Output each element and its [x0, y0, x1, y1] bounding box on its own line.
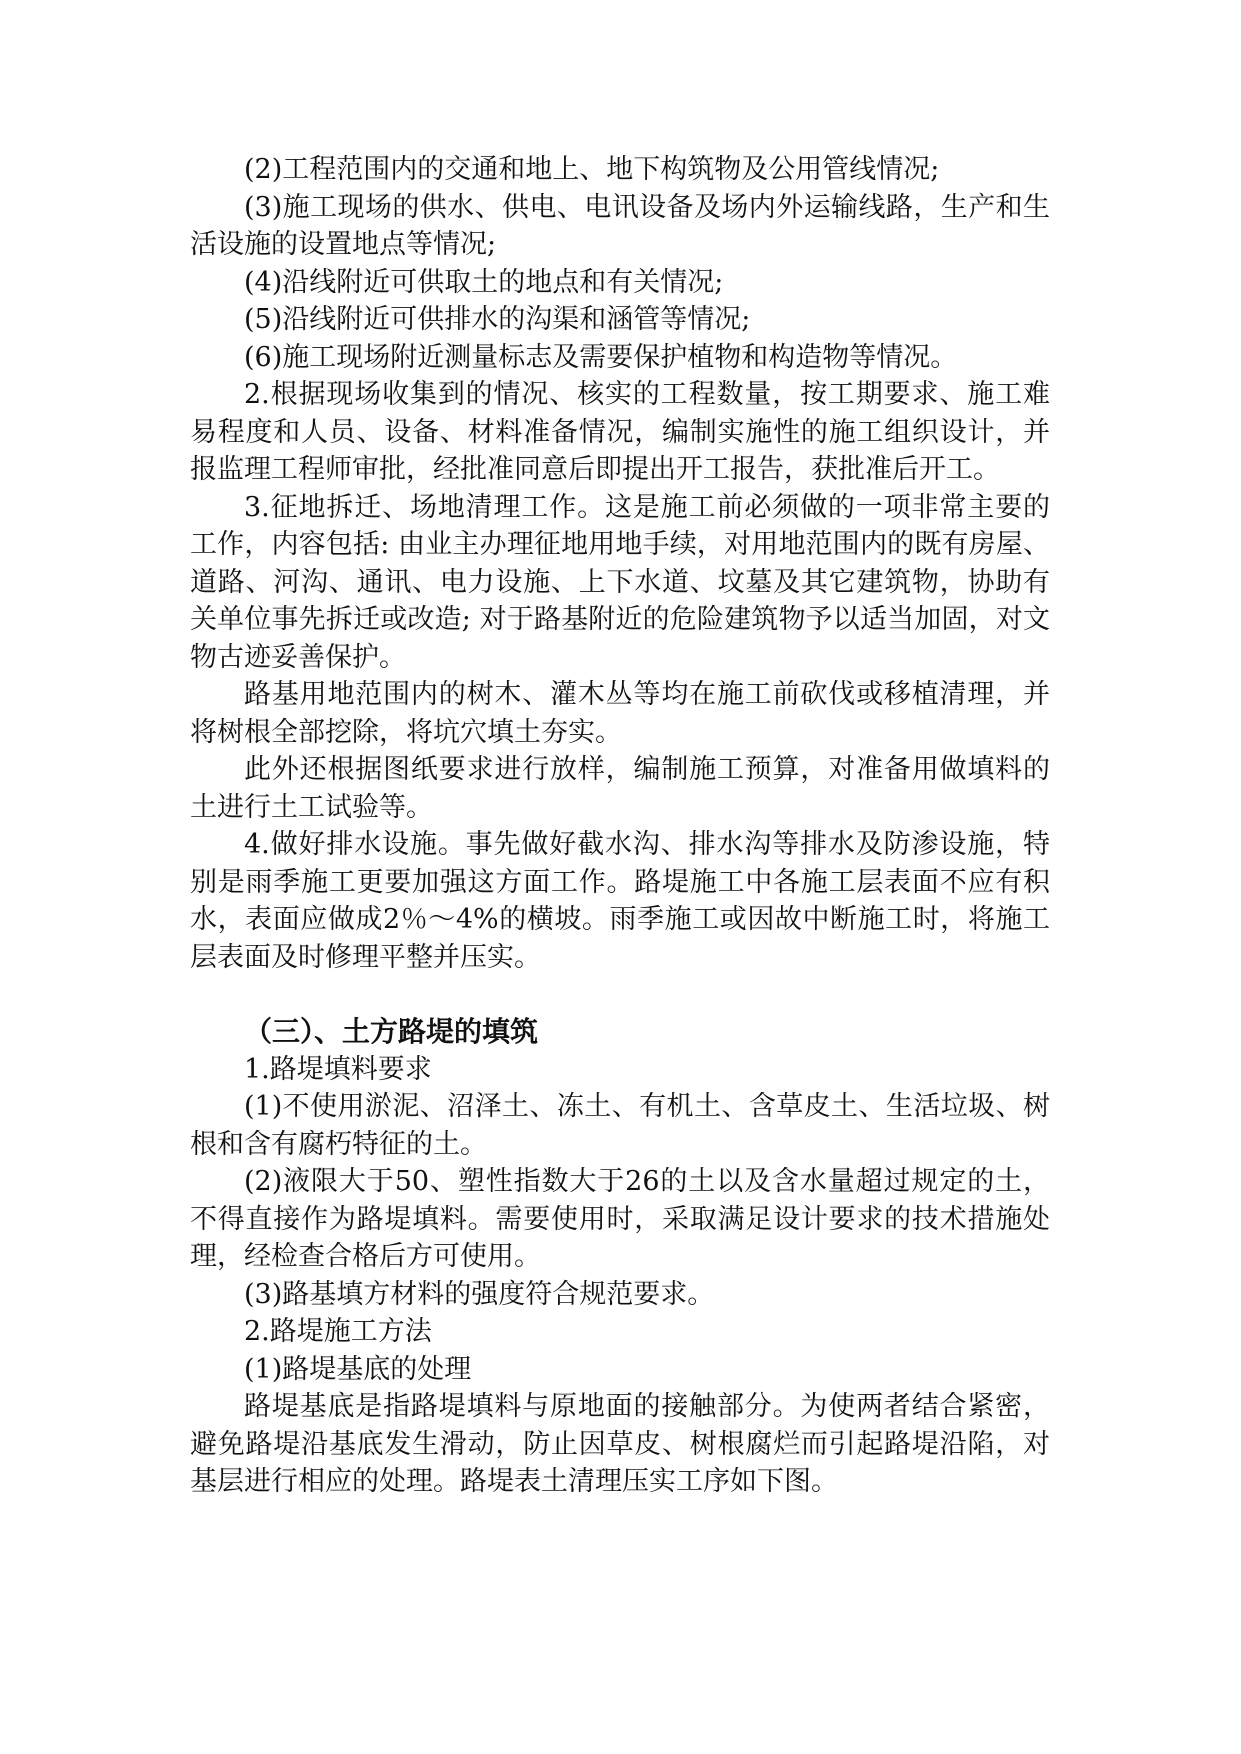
paragraph-fill-item-1: (1)不使用淤泥、沼泽土、冻土、有机土、含草皮土、生活垃圾、树根和含有腐朽特征的土。	[190, 1091, 1050, 1160]
paragraph-staking: 此外还根据图纸要求进行放样，编制施工预算，对准备用做填料的土进行土工试验等。	[190, 754, 1050, 823]
paragraph-item-6-survey: (6)施工现场附近测量标志及需要保护植物和构造物等情况。	[244, 341, 958, 373]
document-page	[190, 151, 1050, 1501]
paragraph-fill-requirements: 1.路堤填料要求	[244, 1053, 432, 1085]
paragraph-step-3-clearing: 3.征地拆迁、场地清理工作。这是施工前必须做的一项非常主要的工作，内容包括: 由业主办理征地用地手续，对用地范围内的既有房屋、道路、河沟、通讯、电力设施、上下水道、坟墓及其它建筑物，协助有关单位事先拆迁或改造; 对于路基附近的危险建筑物予以适当加固，对文物古迹妥善保护。	[190, 491, 1050, 673]
paragraph-fill-item-2: (2)液限大于50、塑性指数大于26的土以及含水量超过规定的土，不得直接作为路堤填料。需要使用时，采取满足设计要求的技术措施处理，经检查合格后方可使用。	[190, 1166, 1050, 1272]
paragraph-base-description: 路堤基底是指路堤填料与原地面的接触部分。为使两者结合紧密，避免路堤沿基底发生滑动，防止因草皮、树根腐烂而引起路堤沿陷，对基层进行相应的处理。路堤表土清理压实工序如下图。	[190, 1391, 1050, 1497]
paragraph-item-2-traffic: (2)工程范围内的交通和地上、地下构筑物及公用管线情况;	[244, 154, 940, 185]
paragraph-item-4-borrow: (4)沿线附近可供取土的地点和有关情况;	[244, 266, 724, 298]
paragraph-item-3-utilities: (3)施工现场的供水、供电、电讯设备及场内外运输线路，生产和生活设施的设置地点等情况;	[190, 191, 1050, 260]
paragraph-step-2-design: 2.根据现场收集到的情况、核实的工程数量，按工期要求、施工难易程度和人员、设备、材料准备情况，编制实施性的施工组织设计，并报监理工程师审批，经批准同意后即提出开工报告，获批准后开工。	[190, 379, 1050, 485]
paragraph-fill-item-3: (3)路基填方材料的强度符合规范要求。	[244, 1278, 715, 1310]
section-heading: （三）、土方路堤的填筑	[244, 1015, 539, 1048]
paragraph-base-treatment: (1)路堤基底的处理	[244, 1353, 472, 1385]
paragraph-item-5-drainage: (5)沿线附近可供排水的沟渠和涵管等情况;	[244, 304, 751, 335]
paragraph-construction-method: 2.路堤施工方法	[244, 1316, 432, 1347]
paragraph-step-4-drainage: 4.做好排水设施。事先做好截水沟、排水沟等排水及防渗设施，特别是雨季施工更要加强这方面工作。路堤施工中各施工层表面不应有积水，表面应做成2％～4%的横坡。雨季施工或因故中断施工时，将施工层表面及时修理平整并压实。	[190, 829, 1050, 973]
paragraph-tree-removal: 路基用地范围内的树木、灌木丛等均在施工前砍伐或移植清理，并将树根全部挖除，将坑穴填土夯实。	[190, 679, 1050, 748]
